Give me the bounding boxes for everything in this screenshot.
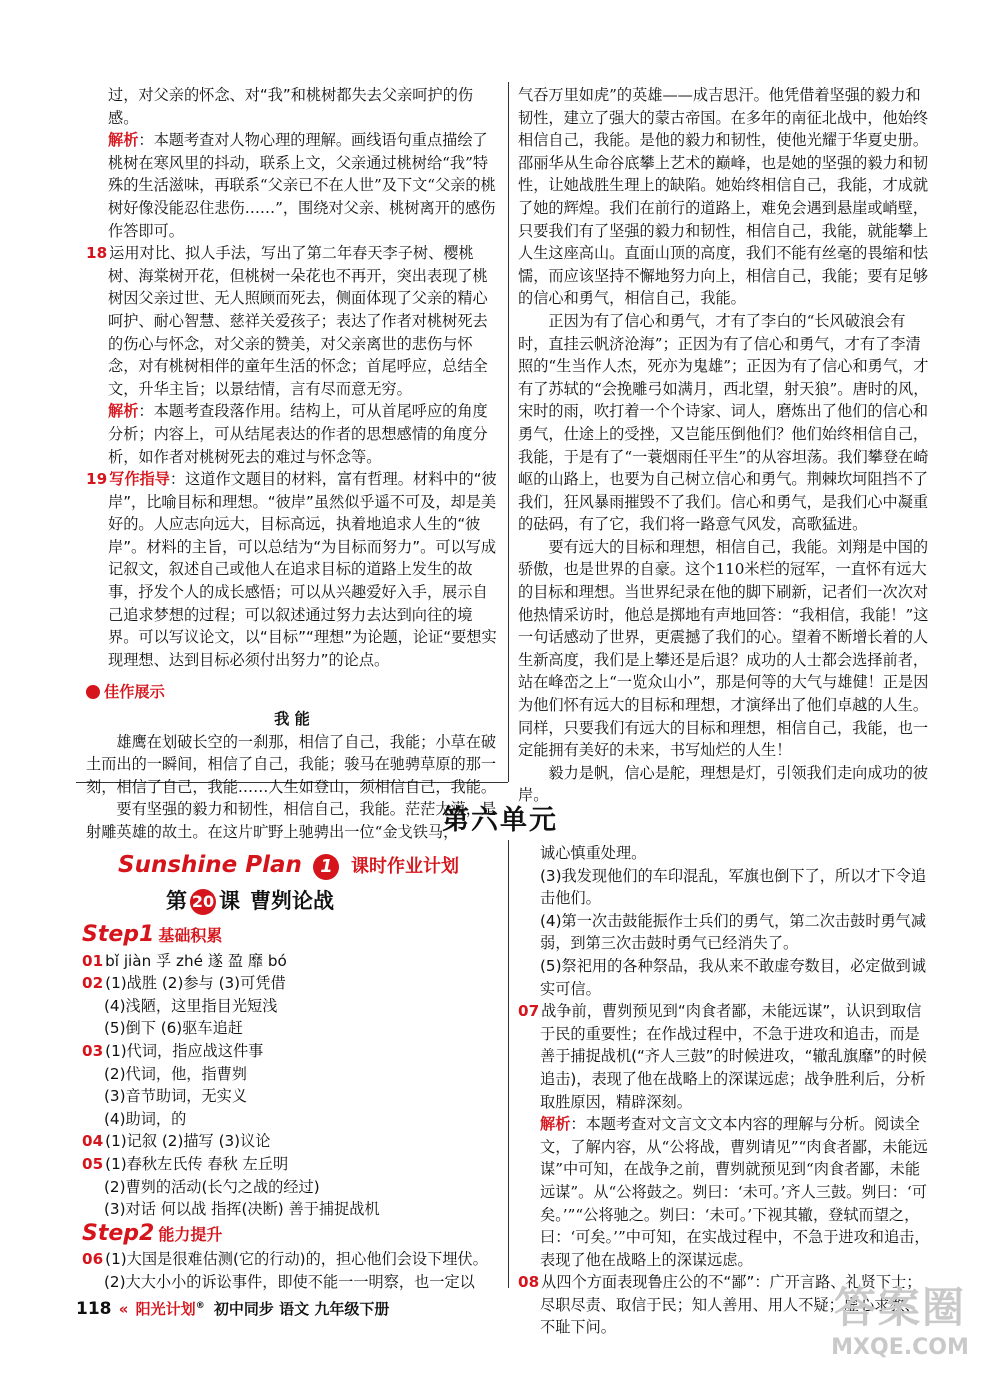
essay-paragraph: 雄鹰在划破长空的一刹那，相信了自己，我能；小草在破土而出的一瞬间，相信了自己，我能；骏马在驰骋草原的那一刻，相信了自己，我能……人生如登山，须相信自己，我能。 bbox=[86, 732, 497, 796]
analysis-text: ：本题考查对人物心理的理解。画线语句重点描绘了桃树在寒风里的抖动，联系上文，父亲通过桃树给“我”特殊的生活滋味，再联系“父亲已不在人世”及下文“父亲的桃树好像没能忍住悲伤……”，围绕对父亲、桃树离开的感伤作答即可。 bbox=[108, 131, 496, 240]
right-bottom-column bbox=[518, 842, 934, 1339]
step-number: 2 bbox=[139, 1220, 155, 1246]
pin-icon bbox=[86, 685, 100, 699]
lesson-prefix: 第 bbox=[166, 889, 187, 913]
step1-heading bbox=[82, 924, 502, 948]
question-number: 07 bbox=[518, 1002, 540, 1021]
q05 bbox=[82, 1153, 502, 1176]
question-number: 05 bbox=[82, 1154, 104, 1173]
q06-line: (5)祭祀用的各种祭品，我从来不敢虚夸数目，必定做到诚实可信。 bbox=[540, 956, 927, 998]
q06-line: (3)我发现他们的车印混乱，军旗也倒下了，所以才下令追击他们。 bbox=[540, 866, 927, 908]
answer-text: (1)春秋左氏传 春秋 左丘明 bbox=[105, 1154, 289, 1173]
lesson-title: 曹刿论战 bbox=[250, 889, 334, 913]
q17-answer-tail: 过，对父亲的怀念、对“我”和桃树都失去父亲呵护的伤感。 bbox=[108, 86, 474, 127]
left-top-column bbox=[86, 84, 498, 844]
question-number: 18 bbox=[86, 244, 108, 263]
answer-text: bǐ jiàn 孚 zhé 遂 盈 靡 bó bbox=[105, 951, 287, 970]
answer-text: (1)大国是很难估测(它的行动)的，担心他们会设下埋伏。 bbox=[105, 1250, 488, 1269]
watermark bbox=[810, 1282, 990, 1372]
q02 bbox=[82, 972, 502, 995]
q03-line: (3)音节助词，无实义 bbox=[104, 1087, 248, 1106]
answer-text: ：这道作文题目的材料，富有哲理。材料中的“彼岸”，比喻目标和理想。“彼岸”虽然似乎遥不可及，却是美好的。人应志向远大，目标高远，执着地追求人生的“彼岸”。材料的主旨，可以总结为“为目标而努力”。可以写成记叙文，叙述自己或他人在追求目标的道路上发生的故事，抒发个人的成长感悟；可以从兴趣爱好入手，展示自己追求梦想的过程；可以叙述通过努力去达到向往的境界。可以写议论文，以“目标”“理想”为论题，论证“要想实现理想、达到目标必须付出努力”的论点。 bbox=[108, 470, 497, 669]
page-footer bbox=[76, 1294, 576, 1318]
lesson-suffix: 课 bbox=[219, 889, 240, 913]
footer-text: 初中同步 语文 九年级下册 bbox=[213, 1300, 390, 1318]
question-number: 08 bbox=[518, 1273, 540, 1292]
essay-paragraph: 气吞万里如虎”的英雄——成吉思汗。他凭借着坚强的毅力和韧性，建立了强大的蒙古帝国。在多年的南征北战中，他始终相信自己，我能。是他的毅力和韧性，使他光耀于华夏史册。邵丽华从生命谷底攀上艺术的巅峰，也是她的坚强的毅力和韧性，让她战胜生理上的缺陷。她始终相信自己，我能，才成就了她的辉煌。我们在前行的道路上，难免会遇到悬崖或峭壁，只要我们有了坚强的毅力和韧性，相信自己，我能，就能攀上人生这座高山。直面山顶的高度，我们不能有丝毫的畏缩和怯懦，而应该坚持不懈地努力向上，相信自己，我能；要有足够的信心和勇气，相信自己，我能。 bbox=[518, 86, 929, 308]
q02-line: (4)浅陋，这里指目光短浅 bbox=[104, 996, 278, 1015]
question-number: 06 bbox=[82, 1250, 104, 1269]
q01 bbox=[82, 950, 502, 973]
analysis-text: ：本题考查对文言文文本内容的理解与分析。阅读全文，了解内容，从“公将战，曹刿请见”“肉食者鄙，未能远谋”中可知，在战争之前，曹刿就预见到“肉食者鄙，未能远谋”。从“公将鼓之。刿曰：‘未可。’齐人三鼓。刿曰：‘可矣。’”“公将驰之。刿曰：‘未可。’下视其辙，登轼而望之，曰：‘可矣。’”中可知，在实战过程中，不急于进攻和追击，表现了他在战略上的深谋远虑。 bbox=[540, 1115, 930, 1269]
plan-label: 课时作业计划 bbox=[351, 856, 460, 877]
question-number: 04 bbox=[82, 1132, 104, 1151]
q04 bbox=[82, 1130, 502, 1153]
q06-line: (4)第一次击鼓能振作士兵们的勇气，第二次击鼓时勇气减弱，到第三次击鼓时勇气已经消失了。 bbox=[540, 911, 927, 953]
top-column-divider bbox=[508, 82, 509, 782]
question-number: 02 bbox=[82, 974, 104, 993]
plan-number-badge: 1 bbox=[313, 854, 339, 880]
answer-text: 从四个方面表现鲁庄公的不“鄙”：广开言路、礼贤下士；尽职尽责、取信于民；知人善用、用人不疑；虚心求教、不耻下问。 bbox=[540, 1273, 922, 1337]
analysis-label: 解析 bbox=[540, 1115, 571, 1134]
sunshine-plan-banner bbox=[118, 852, 488, 888]
q07 bbox=[518, 1000, 934, 1113]
essay-paragraph: 要有坚强的毅力和韧性，相信自己，我能。茫茫大漠，是射雕英雄的故土。在这片旷野上驰骋出一位“金戈铁马， bbox=[86, 800, 497, 841]
answer-text: (1)代词，指应战这件事 bbox=[105, 1041, 264, 1060]
q05-line: (3)对话 何以战 指挥(决断) 善于捕捉战机 bbox=[104, 1200, 380, 1219]
page-number: 118 bbox=[76, 1299, 112, 1319]
question-number: 01 bbox=[82, 951, 104, 970]
q03 bbox=[82, 1040, 502, 1063]
q06-line: (2)大大小小的诉讼事件，即使不能一一明察，也一定以 bbox=[104, 1272, 475, 1291]
double-chevron-icon: « bbox=[118, 1300, 129, 1318]
answer-text: 运用对比、拟人手法，写出了第二年春天李子树、樱桃树、海棠树开花，但桃树一朵花也不再开，突出表现了桃树因父亲过世、无人照顾而死去，侧面体现了父亲的精心呵护、耐心智慧、慈祥关爱孩子；表达了作者对桃树死去的伤心与怀念，对父亲的赞美，对父亲离世的悲伤与怀念，对有桃树相伴的童年生活的怀念；首尾呼应，总结全文，升华主旨；以景结情，言有尽而意无穷。 bbox=[108, 244, 488, 398]
analysis-label: 解析 bbox=[108, 131, 139, 150]
answer-text: (1)战胜 (2)参与 (3)可凭借 bbox=[105, 974, 286, 993]
left-bottom-column bbox=[82, 924, 502, 1294]
bottom-column-divider bbox=[508, 840, 509, 1288]
unit-title: 第六单元 bbox=[442, 805, 558, 836]
essay-paragraph: 正因为有了信心和勇气，才有了李白的“长风破浪会有时，直挂云帆济沧海”；正因为有了信心和勇气，才有了李清照的“生当作人杰，死亦为鬼雄”；正因为有了信心和勇气，才有了苏轼的“会挽雕弓如满月，西北望，射天狼”。唐时的风，宋时的雨，吹打着一个个诗家、词人，磨炼出了他们的信心和勇气，仕途上的受挫，又岂能压倒他们？他们始终相信自己，我能，于是有了“一蓑烟雨任平生”的从容坦荡。我们攀登在崎岖的山路上，也要为自己树立信心和勇气。荆棘坎坷阻挡不了我们，狂风暴雨摧毁不了我们。信心和勇气，是我们心中凝重的砝码，有了它，我们将一路意气风发，高歌猛进。 bbox=[518, 311, 929, 534]
step-word: Step bbox=[82, 922, 140, 947]
step-label: 基础积累 bbox=[158, 926, 223, 945]
answer-text: (1)记叙 (2)描写 (3)议论 bbox=[105, 1132, 271, 1151]
watermark-url: MXQE.COM bbox=[831, 1335, 969, 1360]
analysis-text: ：本题考查段落作用。结构上，可从首尾呼应的角度分析；内容上，可从结尾表达的作者的思想感情的角度分析，如作者对桃树死去的难过与怀念等。 bbox=[108, 402, 488, 466]
watermark-logo-text: 答案圈 bbox=[833, 1283, 966, 1332]
right-top-column bbox=[518, 84, 932, 807]
q19-answer bbox=[86, 468, 498, 671]
essay-paragraph: 要有远大的目标和理想，相信自己，我能。刘翔是中国的骄傲，也是世界的自豪。这个110米栏的冠军，一直怀有远大的目标和理想。当世界纪录在他的脚下刷新，记者们一次次对他热情采访时，他总是掷地有声地回答：“我相信，我能！”这一句话感动了世界，更震撼了我们的心。望着不断增长着的人生新高度，我们是上攀还是后退？成功的人士都会选择前者，站在峰峦之上“一览众山小”，那是何等的大气与雄健！正是因为他们怀有远大的目标和理想，才演绎出了他们卓越的人生。同样，只要我们有远大的目标和理想，相信自己，我能，也一定能拥有美好的未来，书写灿烂的人生！ bbox=[518, 537, 929, 760]
question-number: 19 bbox=[86, 470, 108, 489]
registered-mark: ® bbox=[195, 1301, 205, 1311]
step-number: 1 bbox=[139, 922, 155, 947]
answer-text: 战争前，曹刿预见到“肉食者鄙，未能远谋”，认识到取信于民的重要性；在作战过程中，不急于进攻和追击，而是善于捕捉战机(“齐人三鼓”的时候进攻，“辙乱旗靡”的时候追击)，表现了他在战略上的深谋远虑；战争胜利后，分析取胜原因，精辟深刻。 bbox=[540, 1002, 927, 1111]
q03-line: (4)助词，的 bbox=[104, 1109, 187, 1128]
step2-heading bbox=[82, 1220, 502, 1247]
showcase-heading bbox=[86, 681, 498, 704]
step-word: Step bbox=[82, 1220, 140, 1246]
q07-analysis bbox=[518, 1113, 934, 1271]
question-number: 03 bbox=[82, 1041, 104, 1060]
showcase-label: 佳作展示 bbox=[104, 683, 165, 702]
q03-line: (2)代词，他，指曹刿 bbox=[104, 1064, 248, 1083]
essay-title: 我 能 bbox=[274, 710, 310, 729]
analysis-label: 解析 bbox=[108, 402, 139, 421]
q05-line: (2)曹刿的活动(长勺之战的经过) bbox=[104, 1177, 320, 1196]
footer-brand: 阳光计划 bbox=[135, 1300, 196, 1318]
q02-line: (5)倒下 (6)驱车追赶 bbox=[104, 1019, 243, 1038]
q18-answer bbox=[86, 242, 498, 400]
q17-analysis bbox=[86, 129, 498, 242]
brand-name: Sunshine Plan bbox=[118, 852, 302, 878]
step-label: 能力提升 bbox=[158, 1224, 223, 1244]
lesson-heading bbox=[0, 886, 500, 916]
q06-line: 诚心慎重处理。 bbox=[540, 844, 647, 862]
q06 bbox=[82, 1248, 502, 1271]
q18-analysis bbox=[86, 400, 498, 468]
lesson-number-badge: 20 bbox=[190, 889, 216, 915]
essay-paragraph: 毅力是帆，信心是舵，理想是灯，引领我们走向成功的彼岸。 bbox=[518, 763, 929, 805]
writing-guide-label: 写作指导 bbox=[109, 470, 170, 489]
